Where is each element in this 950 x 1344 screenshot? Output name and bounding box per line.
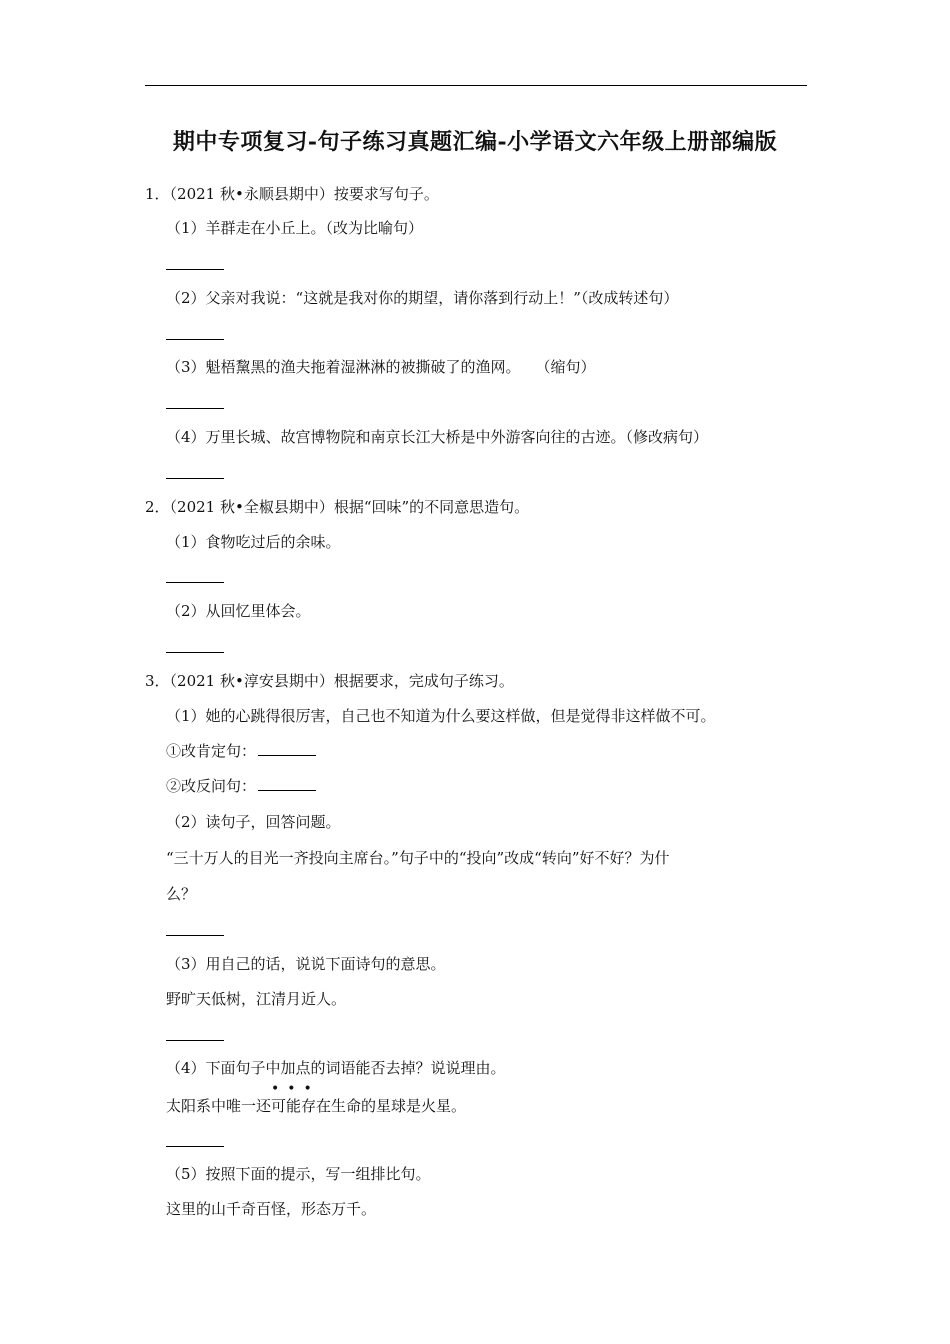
- question-3-part-3-poem: 野旷天低树，江清月近人。: [166, 990, 347, 1008]
- question-1-part-2: （2）父亲对我说：“这就是我对你的期望，请你落到行动上！”（改成转述句）: [166, 289, 679, 307]
- question-1-part-1: （1）羊群走在小丘上。（改为比喻句）: [166, 219, 424, 237]
- question-3-part-2: （2）读句子，回答问题。: [166, 813, 341, 831]
- question-3-part-1b: [166, 776, 316, 796]
- answer-blank[interactable]: [166, 269, 224, 270]
- answer-blank[interactable]: [166, 1040, 224, 1041]
- question-3-part-1a: [166, 741, 316, 761]
- part-1a-label: ①改肯定句：: [166, 742, 257, 760]
- answer-blank[interactable]: [166, 339, 224, 340]
- question-3-part-1: （1）她的心跳得很厉害，自己也不知道为什么要这样做，但是觉得非这样做不可。: [166, 707, 716, 725]
- question-1-part-4: （4）万里长城、故宫博物院和南京长江大桥是中外游客向往的古迹。（修改病句）: [166, 428, 709, 446]
- answer-blank[interactable]: [258, 776, 316, 791]
- question-1-part-3: （3）魁梧黧黑的渔夫拖着湿淋淋的被撕破了的渔网。 （缩句）: [166, 358, 596, 376]
- emphasis-dots: •••: [271, 1081, 320, 1097]
- answer-blank[interactable]: [166, 408, 224, 409]
- question-1-head: 1．（2021 秋•永顺县期中）按要求写句子。: [145, 185, 439, 203]
- question-2-part-2: （2）从回忆里体会。: [166, 602, 311, 620]
- answer-blank[interactable]: [166, 935, 224, 936]
- answer-blank[interactable]: [166, 478, 224, 479]
- top-rule: [145, 85, 807, 86]
- answer-blank[interactable]: [166, 582, 224, 583]
- question-3-part-3: （3）用自己的话，说说下面诗句的意思。: [166, 955, 446, 973]
- answer-blank[interactable]: [166, 1146, 224, 1147]
- question-3-part-4-sentence: 太阳系中唯一还可能存在生命的星球是火星。: [166, 1097, 467, 1115]
- page-title: 期中专项复习-句子练习真题汇编-小学语文六年级上册部编版: [172, 129, 778, 155]
- question-2-head: 2．（2021 秋•全椒县期中）根据“回味”的不同意思造句。: [145, 498, 530, 516]
- question-3-part-2-text-line-1: “三十万人的目光一齐投向主席台。”句子中的“投向”改成“转向”好不好？为什: [166, 849, 670, 867]
- question-3-part-4: （4）下面句子中加点的词语能否去掉？说说理由。: [166, 1059, 506, 1077]
- question-3-head: 3．（2021 秋•淳安县期中）根据要求，完成句子练习。: [145, 672, 514, 690]
- question-3-part-5: （5）按照下面的提示，写一组排比句。: [166, 1165, 431, 1183]
- part-1b-label: ②改反问句：: [166, 777, 257, 795]
- question-2-part-1: （1）食物吃过后的余味。: [166, 533, 341, 551]
- answer-blank[interactable]: [258, 741, 316, 756]
- question-3-part-2-text-line-2: 么？: [166, 885, 197, 903]
- question-3-part-5-sentence: 这里的山千奇百怪，形态万千。: [166, 1200, 377, 1218]
- answer-blank[interactable]: [166, 652, 224, 653]
